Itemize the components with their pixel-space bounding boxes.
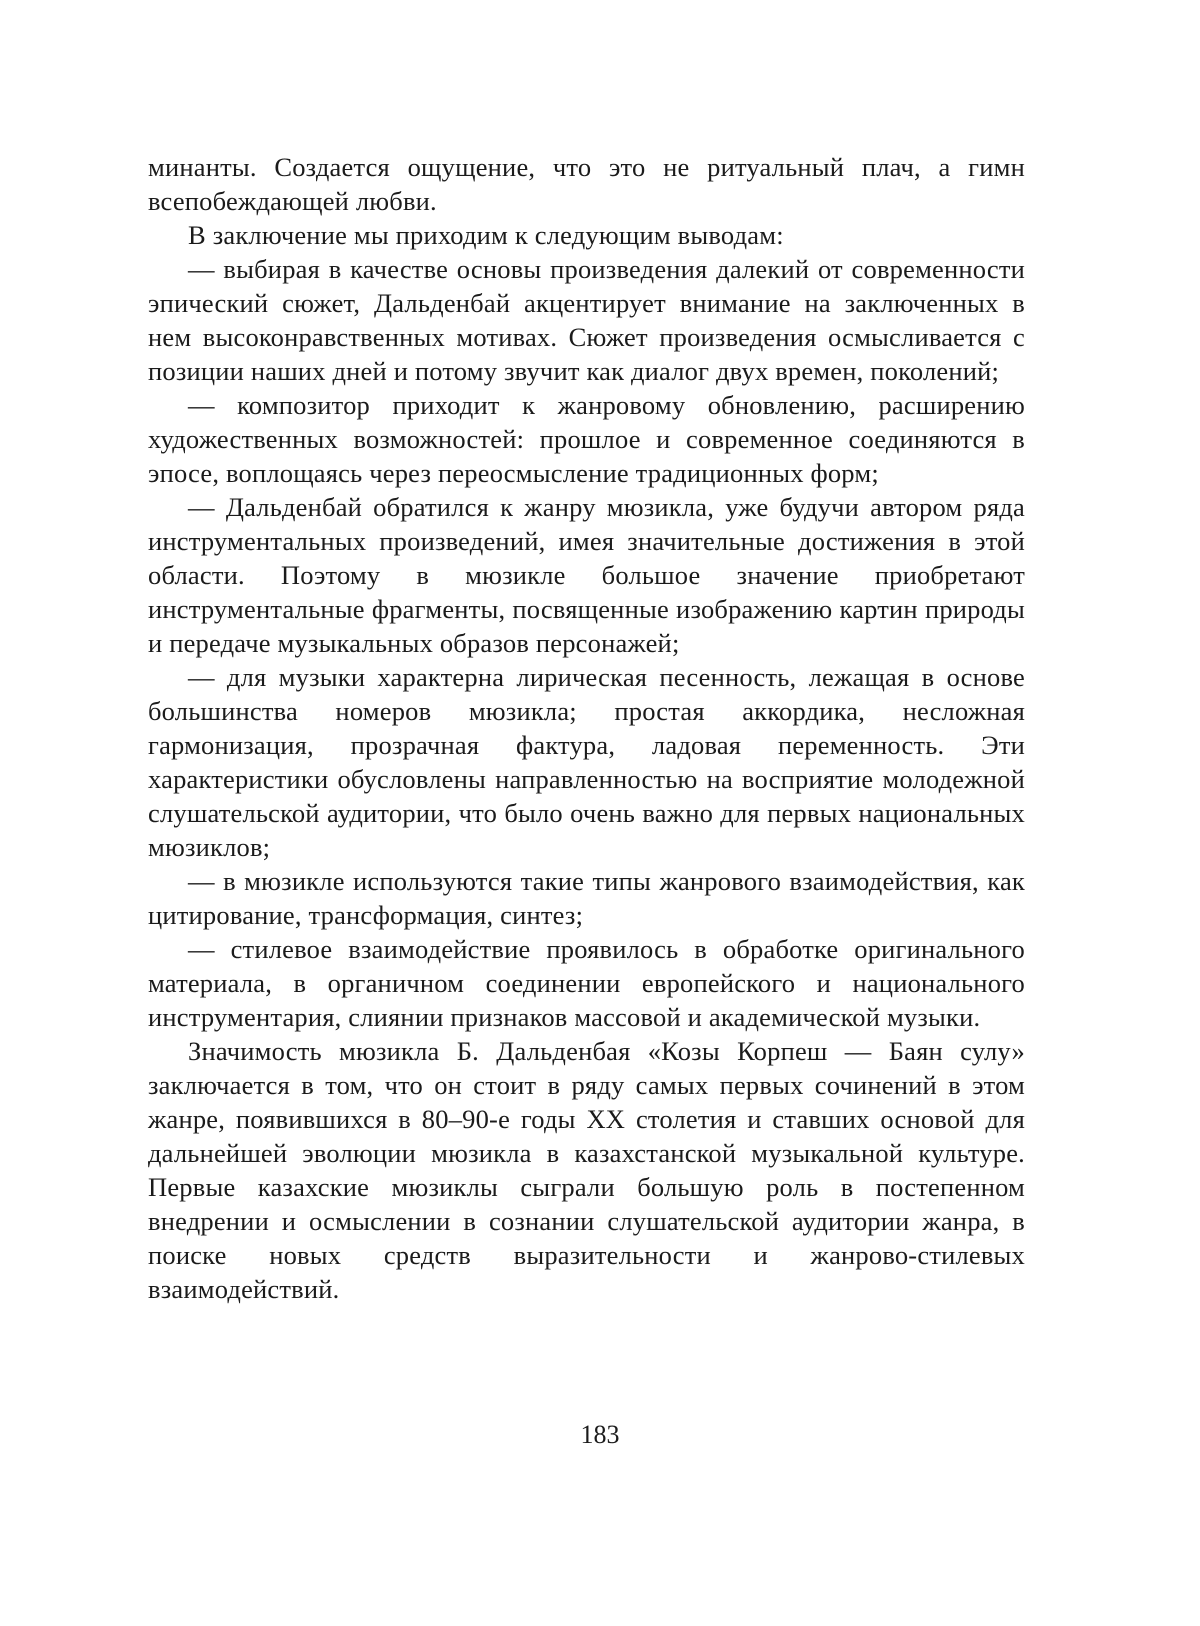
paragraph-conclusion-intro: В заключение мы приходим к следующим выводам:	[188, 220, 784, 250]
paragraph-bullet-5: — в мюзикле используются такие типы жанрового взаимодействия, как цитирование, трансформация, синтез;	[148, 866, 1025, 930]
paragraph-bullet-2: — композитор приходит к жанровому обновлению, расширению художественных возможностей: прошлое и современное соединяются в эпосе, воплощаясь через переосмысление традиционных форм;	[148, 390, 1025, 488]
page-text	[148, 150, 1025, 1306]
paragraph-bullet-3: — Дальденбай обратился к жанру мюзикла, уже будучи автором ряда инструментальных произведений, имея значительные достижения в этой области. Поэтому в мюзикле большое значение приобретают инструментальные фрагменты, посвященные изображению картин природы и передаче музыкальных образов персонажей;	[148, 492, 1025, 658]
paragraph-continuation: минанты. Создается ощущение, что это не ритуальный плач, а гимн всепобеждающей любви.	[148, 152, 1025, 216]
paragraph-bullet-1: — выбирая в качестве основы произведения далекий от современности эпический сюжет, Дальденбай акцентирует внимание на заключенных в нем высоконравственных мотивах. Сюжет произведения осмысливается с позиции наших дней и потому звучит как диалог двух времен, поколений;	[148, 254, 1025, 386]
paragraph-final: Значимость мюзикла Б. Дальденбая «Козы Корпеш — Баян сулу» заключается в том, что он стоит в ряду самых первых сочинений в этом жанре, появившихся в 80–90-е годы XX столетия и ставших основой для дальнейшей эволюции мюзикла в казахстанской музыкальной культуре. Первые казахские мюзиклы сыграли большую роль в постепенном внедрении и осмыслении в сознании слушательской аудитории жанра, в поиске новых средств выразительности и жанрово-стилевых взаимодействий.	[148, 1036, 1025, 1304]
paragraph-bullet-4: — для музыки характерна лирическая песенность, лежащая в основе большинства номеров мюзикла; простая аккордика, несложная гармонизация, прозрачная фактура, ладовая переменность. Эти характеристики обусловлены направленностью на восприятие молодежной слушательской аудитории, что было очень важно для первых национальных мюзиклов;	[148, 662, 1025, 862]
page-number: 183	[580, 1420, 620, 1449]
paragraph-bullet-6: — стилевое взаимодействие проявилось в обработке оригинального материала, в органичном соединении европейского и национального инструментария, слиянии признаков массовой и академической музыки.	[148, 934, 1025, 1032]
